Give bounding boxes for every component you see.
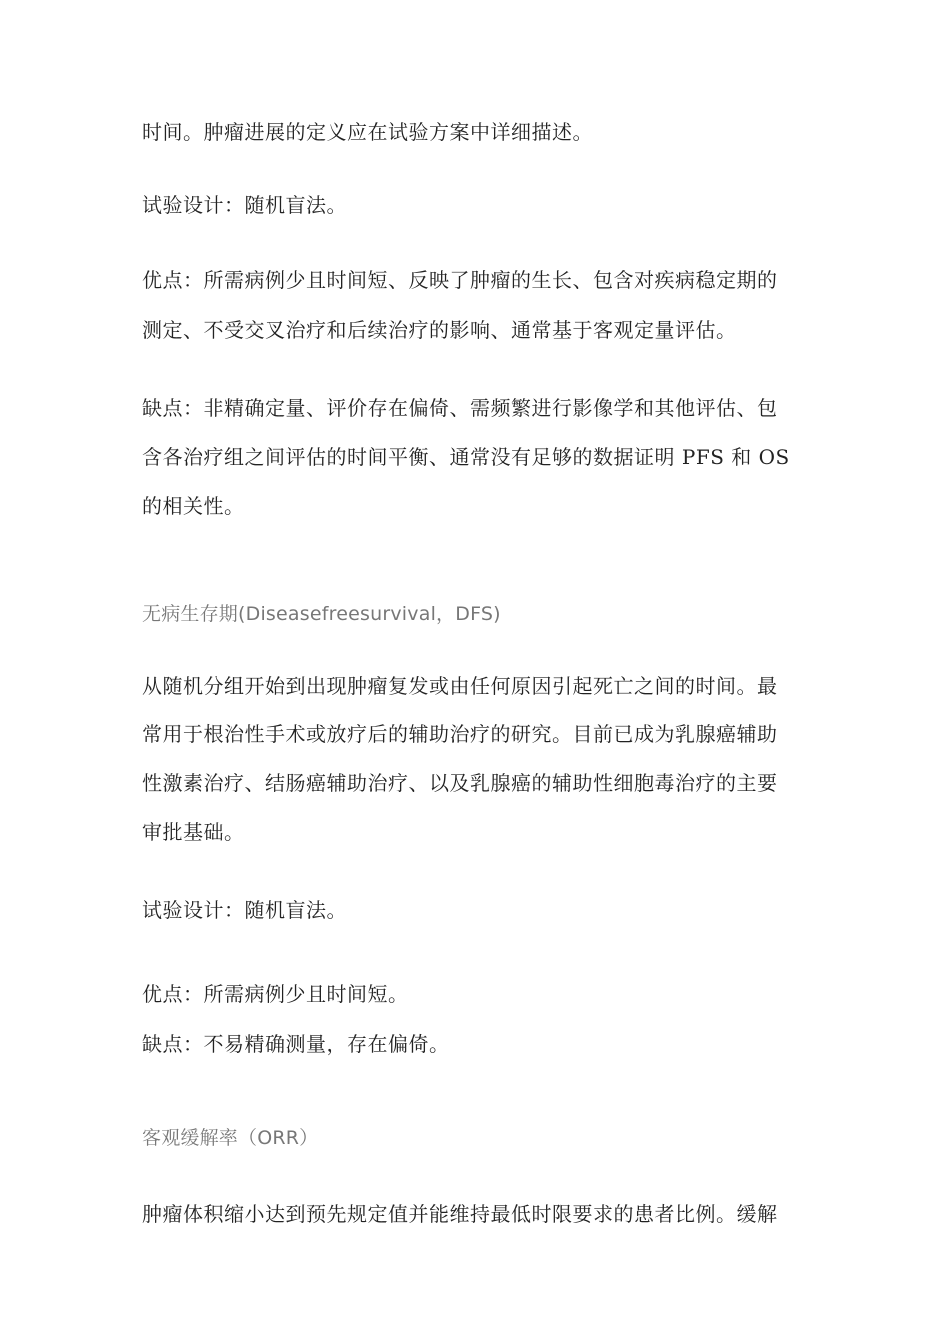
paragraph-line: 从随机分组开始到出现肿瘤复发或由任何原因引起死亡之间的时间。最	[142, 674, 778, 698]
paragraph-line: 优点：所需病例少且时间短。	[142, 982, 409, 1006]
paragraph-line: 的相关性。	[142, 494, 245, 518]
paragraph-line: 性激素治疗、结肠癌辅助治疗、以及乳腺癌的辅助性细胞毒治疗的主要	[142, 771, 778, 795]
paragraph-line: 常用于根治性手术或放疗后的辅助治疗的研究。目前已成为乳腺癌辅助	[142, 722, 778, 746]
paragraph-line: 审批基础。	[142, 820, 245, 844]
paragraph-line: 含各治疗组之间评估的时间平衡、通常没有足够的数据证明 PFS 和 OS	[142, 445, 790, 469]
section-heading-orr: 客观缓解率（ORR）	[142, 1127, 319, 1149]
paragraph-line: 试验设计：随机盲法。	[142, 898, 347, 922]
paragraph-line: 优点：所需病例少且时间短、反映了肿瘤的生长、包含对疾病稳定期的	[142, 268, 778, 292]
paragraph-line: 肿瘤体积缩小达到预先规定值并能维持最低时限要求的患者比例。缓解	[142, 1202, 778, 1226]
paragraph-line: 测定、不受交叉治疗和后续治疗的影响、通常基于客观定量评估。	[142, 318, 737, 342]
paragraph-line: 时间。肿瘤进展的定义应在试验方案中详细描述。	[142, 120, 593, 144]
paragraph-line: 缺点：不易精确测量，存在偏倚。	[142, 1032, 450, 1056]
paragraph-line: 缺点：非精确定量、评价存在偏倚、需频繁进行影像学和其他评估、包	[142, 396, 778, 420]
paragraph-line: 试验设计：随机盲法。	[142, 193, 347, 217]
section-heading-dfs: 无病生存期(Diseasefreesurvival，DFS)	[142, 603, 501, 625]
